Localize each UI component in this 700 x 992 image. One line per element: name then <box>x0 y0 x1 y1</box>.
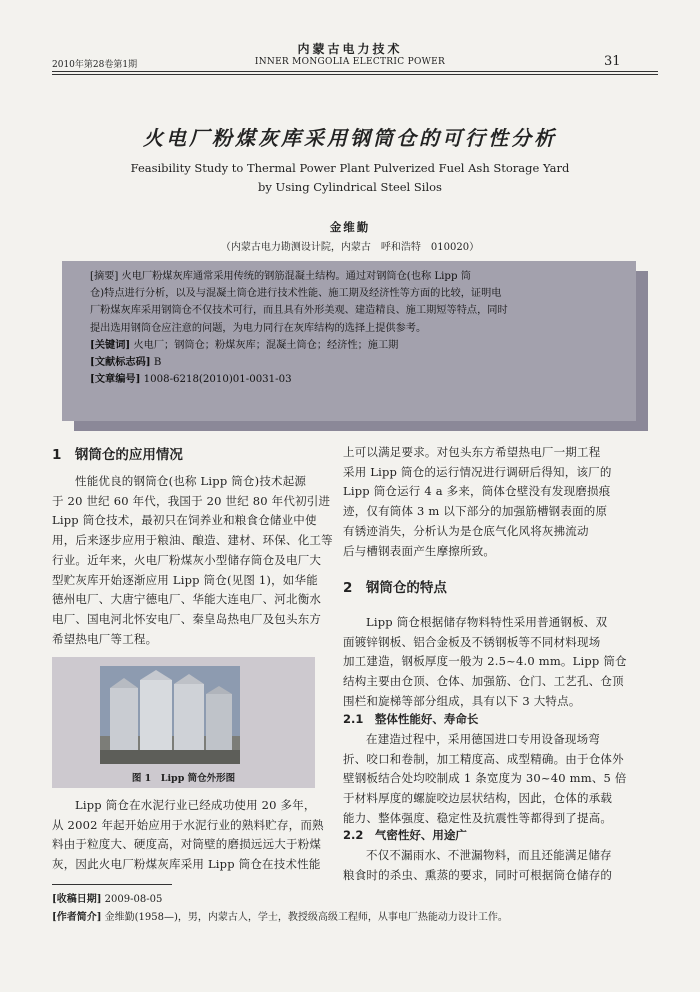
text-line: 于 20 世纪 60 年代，我国于 20 世纪 80 年代初引进 <box>52 493 331 508</box>
author-bio <box>52 908 508 923</box>
section-2-heading: 2 钢筒仓的特点 <box>343 580 447 596</box>
doc-code: B <box>153 357 162 369</box>
text-line: 结构主要由仓顶、仓体、加强筋、仓门、工艺孔、仓顶 <box>343 674 624 689</box>
abstract-line: [摘要] 火电厂粉煤灰库通常采用传统的钢筋混凝土结构。通过对钢筒仓(也称 Lipp 筒 <box>90 271 471 282</box>
author-bio-text: 金维勤(1958—)，男，内蒙古人，学士，教授级高级工程师，从事电厂热能动力设计工作。 <box>104 912 508 923</box>
text-line: 加工建造，钢板厚度一般为 2.5~4.0 mm。Lipp 筒仓 <box>343 654 627 669</box>
article-title-en-line2: by Using Cylindrical Steel Silos <box>258 180 442 194</box>
text-line: 迹，仅有筒体 3 m 以下部分的加强筋槽钢表面的原 <box>343 504 608 519</box>
author-affiliation: （内蒙古电力勘测设计院，内蒙古 呼和浩特 010020） <box>220 242 480 253</box>
footnote-rule <box>52 884 172 885</box>
text-line: 型贮灰库开始逐渐应用 Lipp 筒仓(见图 1)，如华能 <box>52 572 318 587</box>
subsection-2-2-paragraph <box>343 846 658 885</box>
text-line: 后与槽钢表面产生摩擦所致。 <box>343 543 496 558</box>
text-line: 从 2002 年起开始应用于水泥行业的熟料贮存，而熟 <box>52 817 324 832</box>
section-1-paragraph-2 <box>52 796 324 875</box>
text-line: 性能优良的钢筒仓(也称 Lipp 筒仓)技术起源 <box>75 474 307 488</box>
text-line: 上可以满足要求。对包头东方希望热电厂一期工程 <box>343 445 601 459</box>
text-line: 希望热电厂等工程。 <box>52 631 158 646</box>
text-line: 在建造过程中，采用德国进口专用设备现场弯 <box>366 732 600 746</box>
keywords: 火电厂；钢筒仓；粉煤灰库；混凝土筒仓；经济性；施工期 <box>133 339 399 351</box>
text-line: 德州电厂、大唐宁德电厂、华能大连电厂、河北衡水 <box>52 592 322 607</box>
text-line: Lipp 筒仓根据储存物料特性采用普通钢板、双 <box>366 615 608 629</box>
figure-caption: 图 1 Lipp 筒仓外形图 <box>131 773 236 784</box>
text-line: 有锈迹消失，分析认为是仓底气化风将灰拂流动 <box>343 523 589 538</box>
header-rule-double <box>52 74 658 75</box>
section-2-paragraph <box>343 613 658 712</box>
subsection-2-1-heading: 2.1 整体性能好、寿命长 <box>343 712 479 726</box>
text-line: 灰，因此火电厂粉煤灰库采用 Lipp 筒仓在技术性能 <box>52 857 321 872</box>
subsection-2-2-heading: 2.2 气密性好、用途广 <box>343 828 467 842</box>
silo-illustration <box>100 666 240 764</box>
silo-photo <box>100 666 240 764</box>
text-line: 采用 Lipp 筒仓的运行情况进行调研后得知，该厂的 <box>343 464 612 479</box>
text-line: 用，后来逐步应用于粮油、酿造、建材、环保、化工等 <box>52 533 333 548</box>
doc-code-label: [文献标志码] <box>90 356 151 369</box>
subsection-2-1-paragraph <box>343 730 658 829</box>
received-date <box>52 890 162 905</box>
page-number: 31 <box>604 54 621 69</box>
section-1-heading: 1 钢筒仓的应用情况 <box>52 447 183 463</box>
header-rule <box>52 71 658 72</box>
received-label: [收稿日期] <box>52 894 102 905</box>
keywords-label: [关键词] <box>90 338 131 351</box>
text-line: 围栏和旋梯等部分组成，具有以下 3 大特点。 <box>343 693 581 708</box>
text-line: 料由于粒度大、硬度高，对筒壁的磨损远远大于粉煤 <box>52 837 322 852</box>
text-line: Lipp 筒仓在水泥行业已经成功使用 20 多年， <box>75 798 316 812</box>
article-title-en-line1: Feasibility Study to Thermal Power Plant Pulverized Fuel Ash Storage Yard <box>130 161 570 175</box>
journal-name-cn: 内蒙古电力技术 <box>297 42 403 56</box>
abstract-line: 仓)特点进行分析，以及与混凝土筒仓进行技术性能、施工期及经济性等方面的比较，证明电 <box>90 288 502 300</box>
text-line: 折、咬口和卷制，加工精度高、成型精确。由于仓体外 <box>343 751 624 766</box>
doc-code-line <box>90 354 606 371</box>
text-line: 不仅不漏雨水、不泄漏物料，而且还能满足储存 <box>366 848 612 862</box>
abstract <box>90 268 606 388</box>
text-line: 面镀锌钢板、铝合金板及不锈钢板等不同材料现场 <box>343 634 601 649</box>
received-value: 2009-08-05 <box>104 894 163 905</box>
author-bio-label: [作者简介] <box>52 912 102 923</box>
keywords-line <box>90 337 606 354</box>
text-line: 于材料厚度的螺旋咬边层状结构，因此，仓体的承载 <box>343 791 613 806</box>
text-line: 壁钢板结合处均咬制成 1 条宽度为 30~40 mm、5 倍 <box>343 771 627 786</box>
text-line: 粮食时的杀虫、熏蒸的要求，同时可根据筒仓储存的 <box>343 867 613 882</box>
article-no-label: [文章编号] <box>90 373 141 386</box>
text-line: Lipp 筒仓技术，最初只在饲养业和粮食仓储业中使 <box>52 513 317 528</box>
abstract-line: 厂粉煤灰库采用钢筒仓不仅技术可行，而且具有外形美观、建造精良、施工期短等特点，同时 <box>90 305 508 317</box>
section-1-paragraph-cont <box>343 443 658 561</box>
text-line: 能力、整体强度、稳定性及抗震性等都得到了提高。 <box>343 810 613 825</box>
text-line: 电厂、国电河北怀安电厂、秦皇岛热电厂及包头东方 <box>52 611 322 626</box>
issue-info: 2010年第28卷第1期 <box>52 60 138 70</box>
text-line: 行业。近年来，火电厂粉煤灰小型储存筒仓及电厂大 <box>52 552 322 567</box>
section-1-paragraph <box>52 472 333 649</box>
text-line: Lipp 筒仓运行 4 a 多来，筒体仓壁没有发现磨损痕 <box>343 484 611 499</box>
author-name: 金维勤 <box>329 220 371 234</box>
article-no-line <box>90 371 606 388</box>
abstract-line: 提出选用钢筒仓应注意的问题，为电力同行在灰库结构的选择上提供参考。 <box>90 322 427 334</box>
article-no: 1008-6218(2010)01-0031-03 <box>143 374 292 386</box>
journal-name-en: INNER MONGOLIA ELECTRIC POWER <box>254 57 446 67</box>
article-title-cn: 火电厂粉煤灰库采用钢筒仓的可行性分析 <box>143 126 557 150</box>
